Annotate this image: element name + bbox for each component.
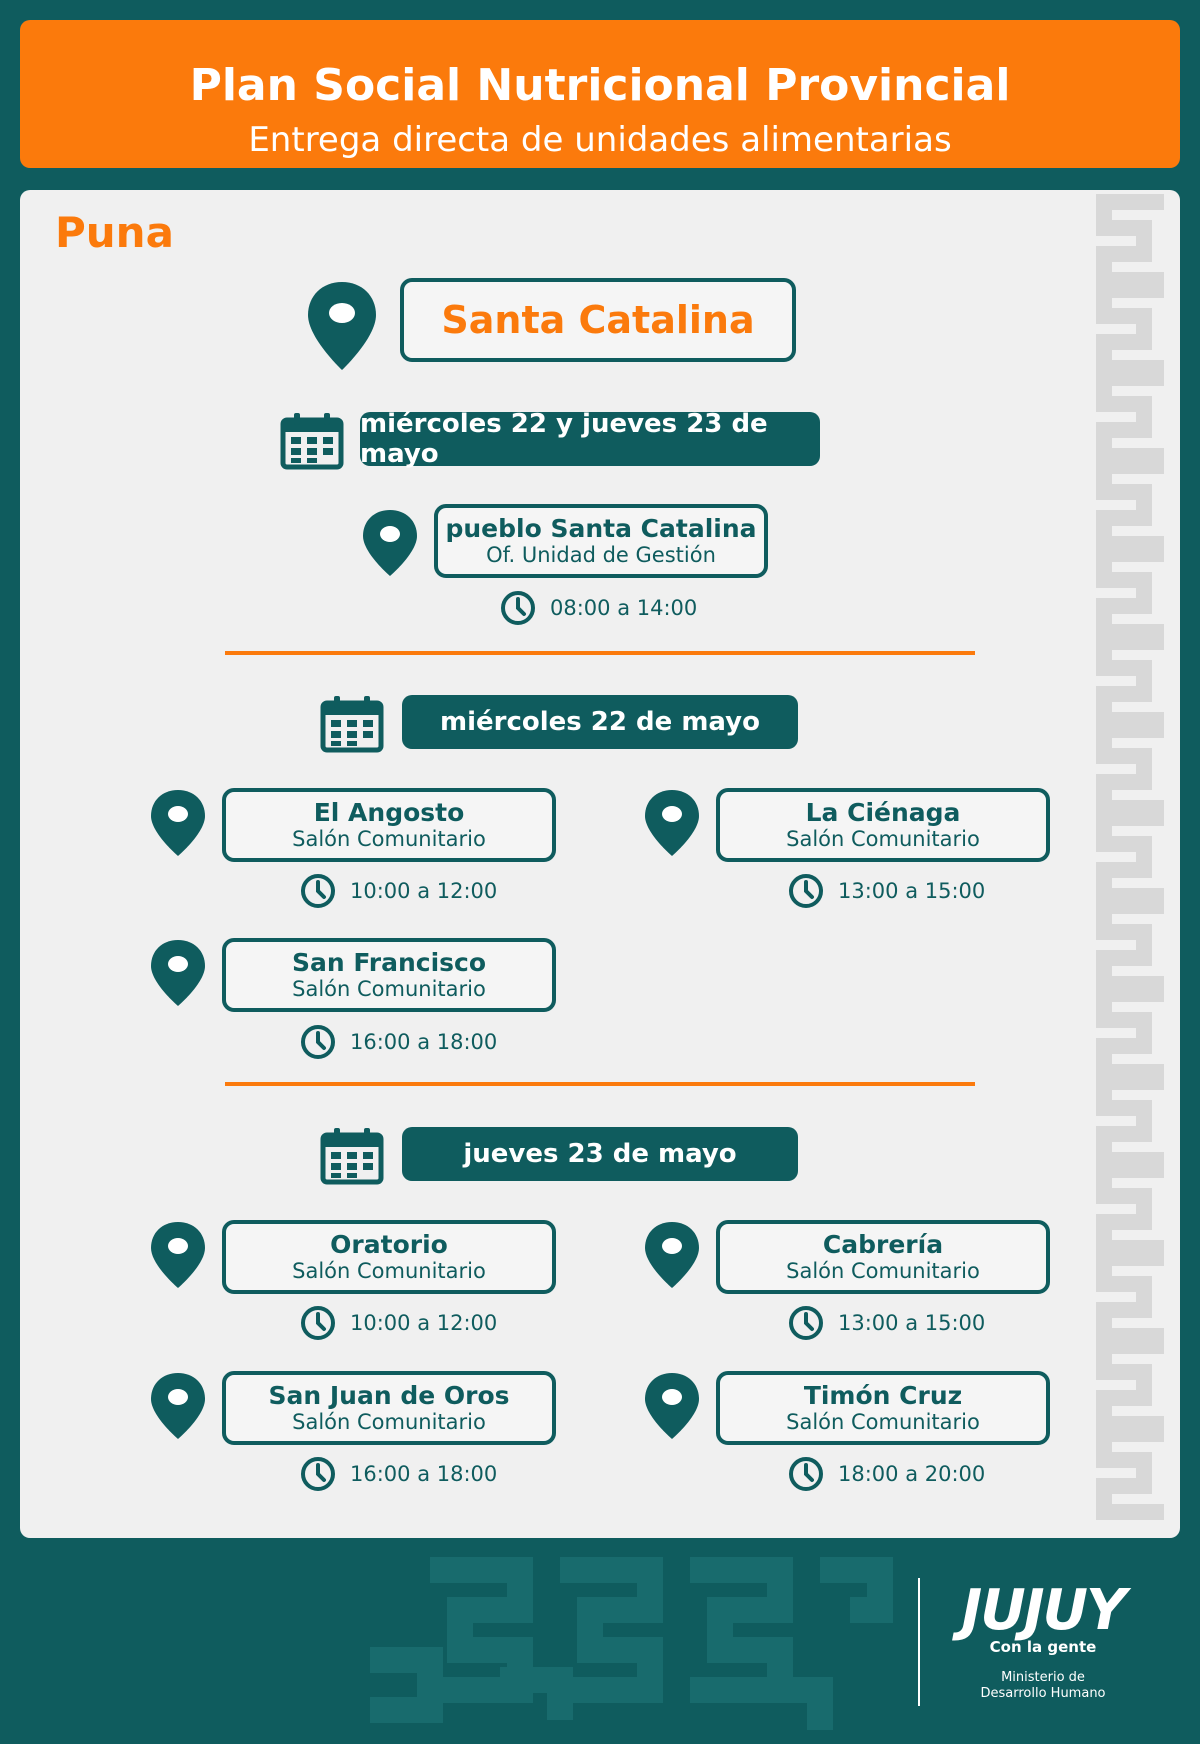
town-name: Santa Catalina (400, 278, 796, 362)
location-name: El Angosto (313, 798, 465, 827)
calendar-icon (280, 412, 344, 470)
time-label: 10:00 a 12:00 (350, 879, 498, 903)
ministry-line-1: Ministerio de (1001, 1670, 1085, 1685)
calendar-icon (320, 1127, 384, 1185)
clock-icon (300, 1456, 336, 1492)
location-name: pueblo Santa Catalina (445, 514, 757, 543)
location-place: Salón Comunitario (786, 1259, 980, 1283)
clock-icon (788, 873, 824, 909)
time-slot (300, 1024, 497, 1060)
location-place: Of. Unidad de Gestión (486, 543, 716, 567)
page-title: Plan Social Nutricional Provincial (189, 60, 1011, 111)
clock-icon (300, 1024, 336, 1060)
time-slot (300, 873, 497, 909)
map-pin-icon (642, 1220, 702, 1290)
time-slot (500, 590, 697, 626)
jujuy-logo (956, 1578, 1130, 1702)
logo-wordmark: JUJUY (961, 1578, 1125, 1643)
region-title: Puna (55, 208, 174, 257)
time-slot (300, 1305, 497, 1341)
time-label: 13:00 a 15:00 (838, 1311, 986, 1335)
time-label: 13:00 a 15:00 (838, 879, 986, 903)
section-divider (225, 651, 975, 655)
location-place: Salón Comunitario (292, 1259, 486, 1283)
location-name: La Ciénaga (805, 798, 961, 827)
time-slot (788, 1456, 985, 1492)
map-pin-icon (148, 788, 208, 858)
time-slot (300, 1456, 497, 1492)
clock-icon (788, 1456, 824, 1492)
location-place: Salón Comunitario (292, 977, 486, 1001)
location-card (222, 1220, 556, 1294)
location-place: Salón Comunitario (292, 1410, 486, 1434)
location-card (716, 1371, 1050, 1445)
location-name: Timón Cruz (803, 1381, 963, 1410)
location-place: Salón Comunitario (786, 827, 980, 851)
map-pin-icon (642, 788, 702, 858)
location-card (716, 788, 1050, 862)
location-card (222, 938, 556, 1012)
time-label: 18:00 a 20:00 (838, 1462, 986, 1486)
logo-tagline: Con la gente (989, 1638, 1097, 1656)
schedule-panel (20, 190, 1180, 1538)
date-label: miércoles 22 de mayo (402, 695, 798, 749)
time-label: 08:00 a 14:00 (550, 596, 698, 620)
time-label: 16:00 a 18:00 (350, 1030, 498, 1054)
location-place: Salón Comunitario (786, 1410, 980, 1434)
clock-icon (500, 590, 536, 626)
location-place: Salón Comunitario (292, 827, 486, 851)
location-card (716, 1220, 1050, 1294)
map-pin-icon (148, 938, 208, 1008)
decorative-pattern (1084, 190, 1174, 1538)
page-subtitle: Entrega directa de unidades alimentarias (248, 120, 952, 160)
ministry-name (956, 1670, 1130, 1702)
date-label: miércoles 22 y jueves 23 de mayo (360, 412, 820, 466)
map-pin-icon (360, 508, 420, 578)
map-pin-icon (148, 1371, 208, 1441)
clock-icon (300, 873, 336, 909)
location-card (222, 1371, 556, 1445)
calendar-icon (320, 695, 384, 753)
location-name: Oratorio (330, 1230, 448, 1259)
clock-icon (300, 1305, 336, 1341)
location-card (434, 504, 768, 578)
location-card (222, 788, 556, 862)
map-pin-icon (148, 1220, 208, 1290)
ministry-line-2: Desarrollo Humano (980, 1686, 1106, 1701)
location-name: Cabrería (822, 1230, 944, 1259)
header-banner (20, 20, 1180, 168)
time-slot (788, 1305, 985, 1341)
map-pin-icon (642, 1371, 702, 1441)
time-slot (788, 873, 985, 909)
footer-separator (918, 1578, 920, 1706)
time-label: 16:00 a 18:00 (350, 1462, 498, 1486)
section-divider (225, 1082, 975, 1086)
location-name: San Francisco (291, 948, 487, 977)
clock-icon (788, 1305, 824, 1341)
map-pin-icon (304, 280, 380, 372)
date-label: jueves 23 de mayo (402, 1127, 798, 1181)
location-name: San Juan de Oros (268, 1381, 510, 1410)
time-label: 10:00 a 12:00 (350, 1311, 498, 1335)
